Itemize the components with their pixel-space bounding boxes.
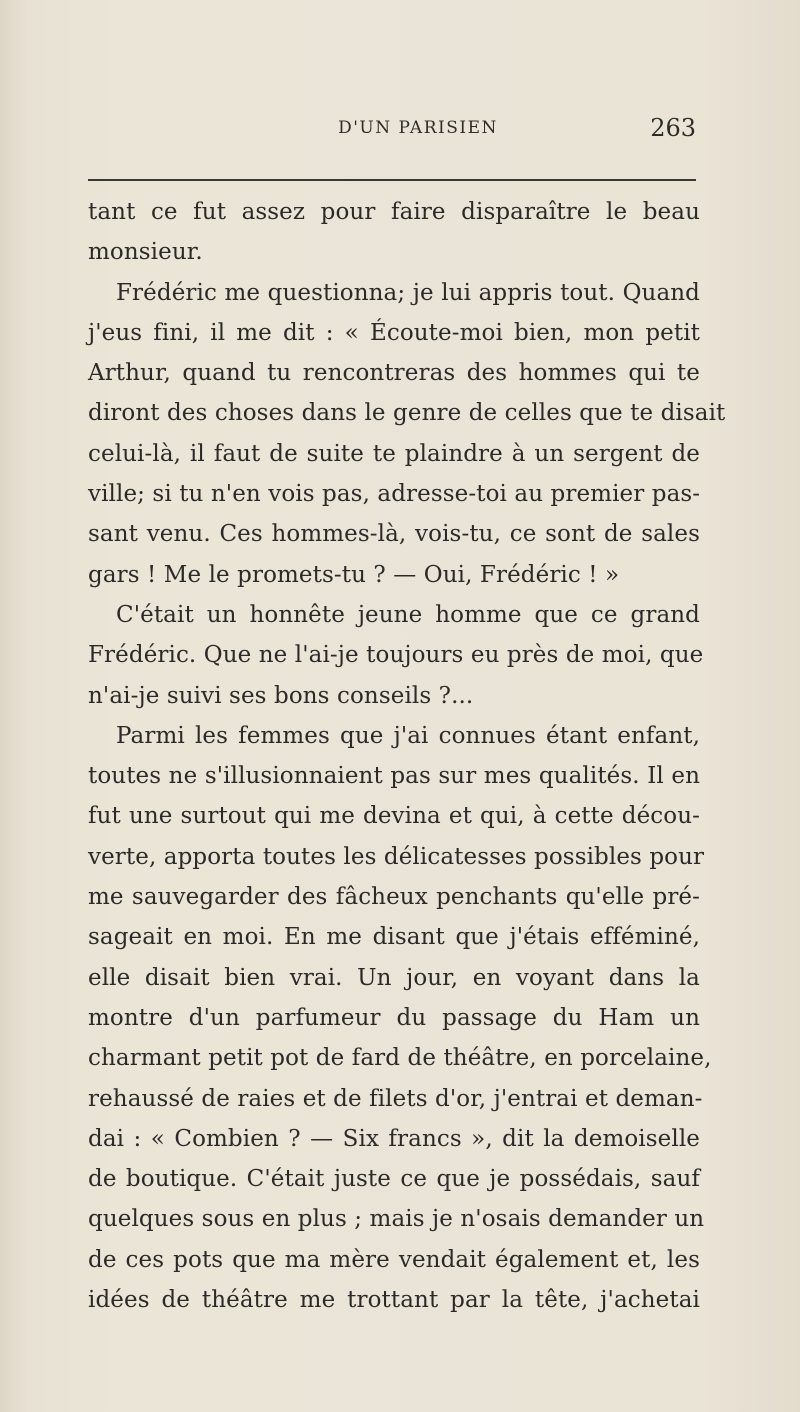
text-line: elle disait bien vrai. Un jour, en voyant dans la [88,964,700,991]
page-header [88,114,698,158]
text-line: tant ce fut assez pour faire disparaître le beau [88,199,700,225]
text-line: diront des choses dans le genre de celles que te disait [88,400,726,427]
text-line: idées de théâtre me trottant par la tête, j'achetai [88,1287,700,1314]
text-line: sant venu. Ces hommes-là, vois-tu, ce sont de sales [88,521,700,548]
text-line: Frédéric. Que ne l'ai-je toujours eu près de moi, que [88,642,704,669]
text-line: de ces pots que ma mère vendait également et, les [88,1246,700,1273]
text-line: fut une surtout qui me devina et qui, à cette décou- [88,803,700,830]
text-line: verte, apporta toutes les délicatesses possibles pour [88,843,705,870]
text-line: quelques sous en plus ; mais je n'osais demander un [88,1206,705,1233]
text-line: toutes ne s'illusionnaient pas sur mes qualités. Il en [88,763,700,790]
text-line: Arthur, quand tu rencontreras des hommes qui te [88,360,700,387]
text-line: j'eus fini, il me dit : « Écoute-moi bien, mon petit [88,319,700,346]
text-line: sageait en moi. En me disant que j'étais efféminé, [88,924,700,951]
text-line: ville; si tu n'en vois pas, adresse-toi au premier pas- [88,481,701,508]
text-line: gars ! Me le promets-tu ? — Oui, Frédéric ! » [88,561,620,588]
header-rule [88,179,696,181]
text-line: montre d'un parfumeur du passage du Ham un [88,1004,700,1031]
text-line: charmant petit pot de fard de théâtre, en porcelaine, [88,1045,712,1072]
text-line: de boutique. C'était juste ce que je possédais, sauf [88,1166,700,1193]
page-number: 263 [650,114,696,142]
running-head: D'UN PARISIEN [338,118,498,138]
text-line: dai : « Combien ? — Six francs », dit la demoiselle [88,1125,700,1152]
text-line: n'ai-je suivi ses bons conseils ?... [88,682,474,709]
text-line: Parmi les femmes que j'ai connues étant enfant, [116,722,700,749]
body-text [88,192,726,1320]
text-line: celui-là, il faut de suite te plaindre à un sergent de [88,440,700,467]
text-line: Frédéric me questionna; je lui appris tout. Quand [116,279,700,306]
text-line: rehaussé de raies et de filets d'or, j'entrai et deman- [88,1085,703,1112]
text-line: me sauvegarder des fâcheux penchants qu'elle pré- [88,884,700,911]
text-line: monsieur. [88,239,203,266]
text-line: C'était un honnête jeune homme que ce grand [116,601,700,628]
